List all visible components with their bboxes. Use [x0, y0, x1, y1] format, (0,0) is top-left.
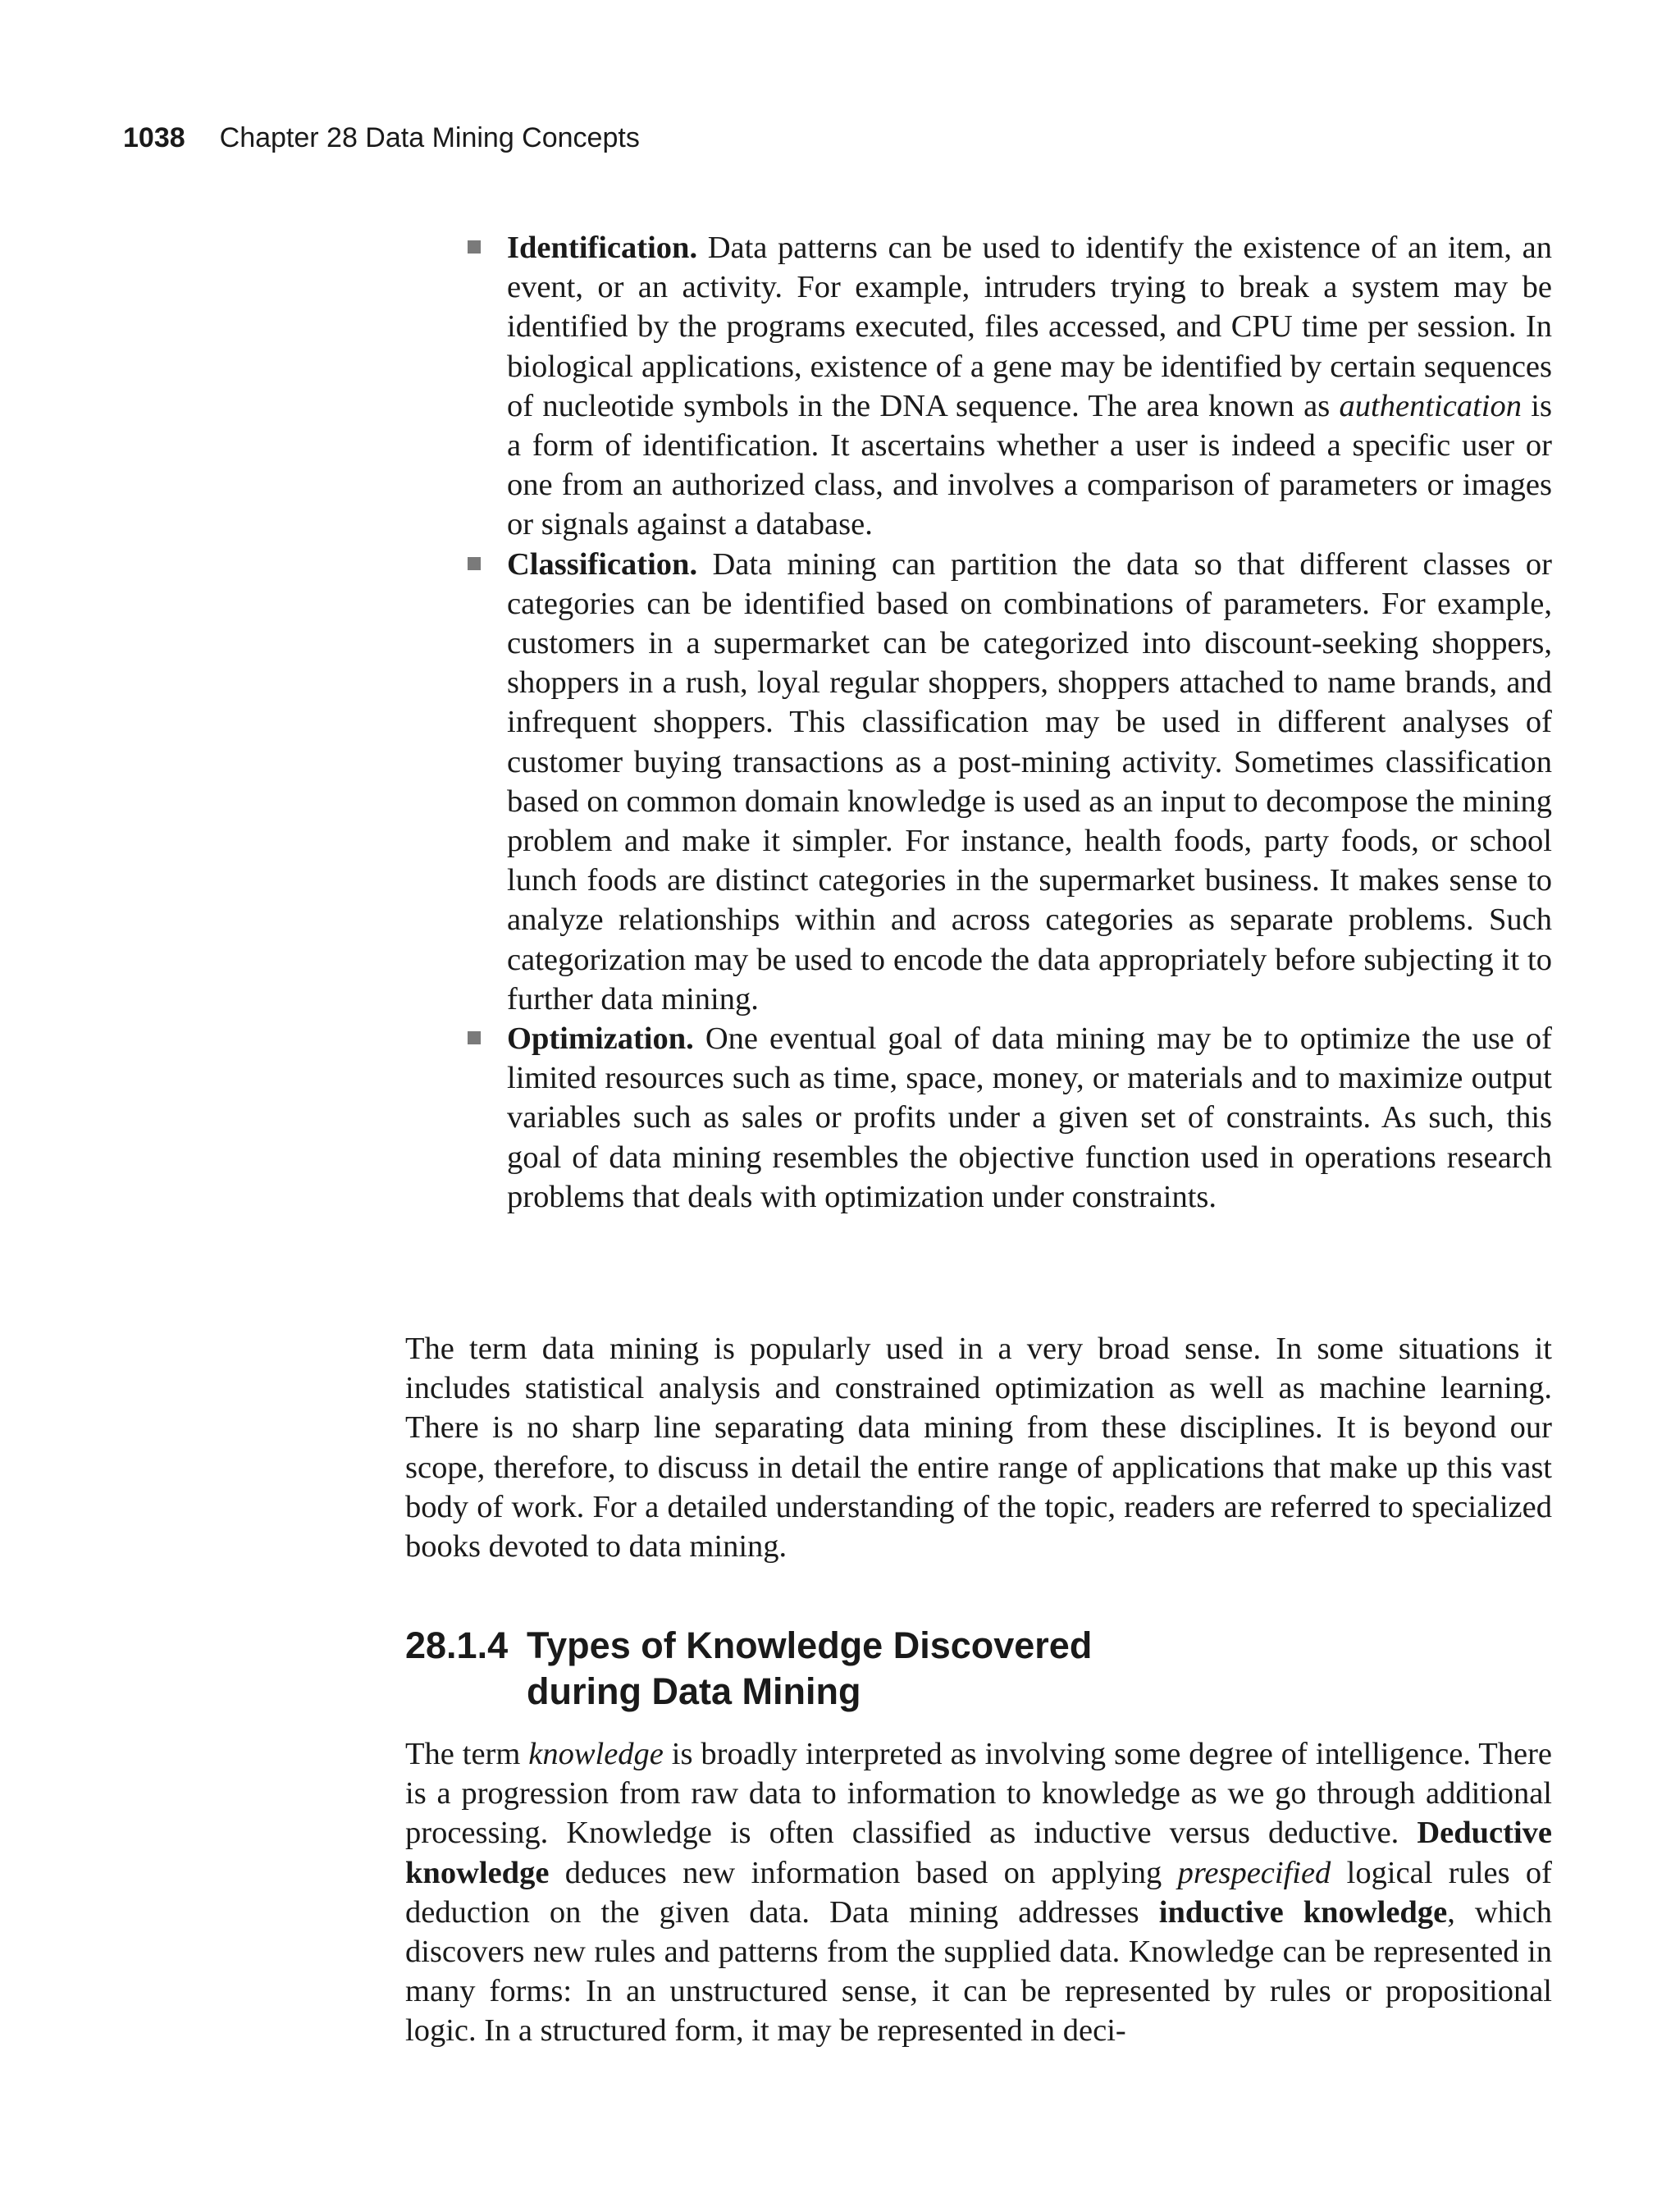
bullet-classification — [507, 545, 1552, 1019]
bullet-list — [507, 228, 1552, 1217]
bullet-identification — [507, 228, 1552, 545]
section-title-line2: during Data Mining — [527, 1670, 861, 1712]
bullet-term: Optimization. — [507, 1021, 694, 1057]
square-bullet-icon — [468, 1031, 481, 1044]
bullet-text: Data patterns can be used to identify the existence of an item, an event, or an activity. For example, intruders trying to break a system may be identified by the programs executed, files accessed, and CPU time per session. In biological applications, existence of a gene may be identified by certain sequences of nucleotide symbols in the DNA sequence. The area known as — [507, 231, 1552, 423]
paragraph-knowledge-types — [405, 1734, 1552, 2051]
text-run: logical rules of deduction on the given data. Data mining addresses — [405, 1855, 1552, 1930]
bullet-text-continued: is a form of identification. It ascertains whether a user is indeed a specific user or one from an authorized class, and involves a comparison of parameters or images or signals against a database. — [507, 388, 1552, 542]
text-run: deduces new information based on applying — [549, 1855, 1178, 1890]
page-number: 1038 — [123, 122, 185, 153]
bullet-optimization — [507, 1019, 1552, 1217]
text-run: is broadly interpreted as involving some degree of intelligence. There is a progression from raw data to information to knowledge as we go through additional processing. Knowledge is often classified as inductive versus deductive. — [405, 1737, 1552, 1851]
bold-term: inductive knowledge — [1158, 1894, 1448, 1930]
bullet-text: Data mining can partition the data so that different classes or categories can be identified based on combinations of parameters. For example, customers in a supermarket can be categorized into discount-seeking shoppers, shoppers in a rush, loyal regular shoppers, shoppers attached to name brands, and infrequent shoppers. This classification may be used in different analyses of customer buying transactions as a post-mining activity. Sometimes classification based on common domain knowledge is used as an input to decompose the mining problem and make it simpler. For instance, health foods, party foods, or school lunch foods are distinct categories in the supermarket business. It makes sense to analyze relationships within and across categories as separate problems. Such categorization may be used to encode the data appropriately before subjecting it to further data mining. — [507, 546, 1552, 1016]
square-bullet-icon — [468, 557, 481, 570]
italic-term: knowledge — [528, 1737, 664, 1771]
italic-term: prespecified — [1177, 1855, 1331, 1890]
paragraph-data-mining-scope: The term data mining is popularly used in a very broad sense. In some situations it includes statistical analysis and constrained optimization as well as machine learning. There is no sharp line separating data mining from these disciplines. It is beyond our scope, therefore, to discuss in detail the entire range of applications that make up this vast body of work. For a detailed understanding of the topic, readers are referred to specialized books devoted to data mining. — [405, 1332, 1552, 1565]
text-run: , which discovers new rules and patterns from the supplied data. Knowledge can be represented in many forms: In an unstructured sense, it can be represented by rules or propositional logic. In a structured form, it may be represented in deci- — [405, 1894, 1553, 2049]
bullet-term: Identification. — [507, 231, 698, 265]
bullet-italic-term: authentication — [1339, 388, 1522, 423]
text-run: The term — [405, 1737, 529, 1771]
chapter-title: Chapter 28 Data Mining Concepts — [219, 122, 640, 153]
bullet-text: One eventual goal of data mining may be to optimize the use of limited resources such as time, space, money, or materials and to maximize output variables such as sales or profits under a given set of constraints. As such, this goal of data mining resembles the objective function used in operations research problems that deals with optimization under constraints. — [507, 1021, 1552, 1214]
section-title-line1: Types of Knowledge Discovered — [527, 1624, 1093, 1666]
bullet-term: Classification. — [507, 546, 698, 582]
square-bullet-icon — [468, 240, 481, 254]
bold-term: Deductive knowledge — [405, 1816, 1552, 1890]
section-number: 28.1.4 — [405, 1624, 509, 1666]
running-head — [123, 121, 640, 154]
section-heading — [405, 1623, 1390, 1715]
